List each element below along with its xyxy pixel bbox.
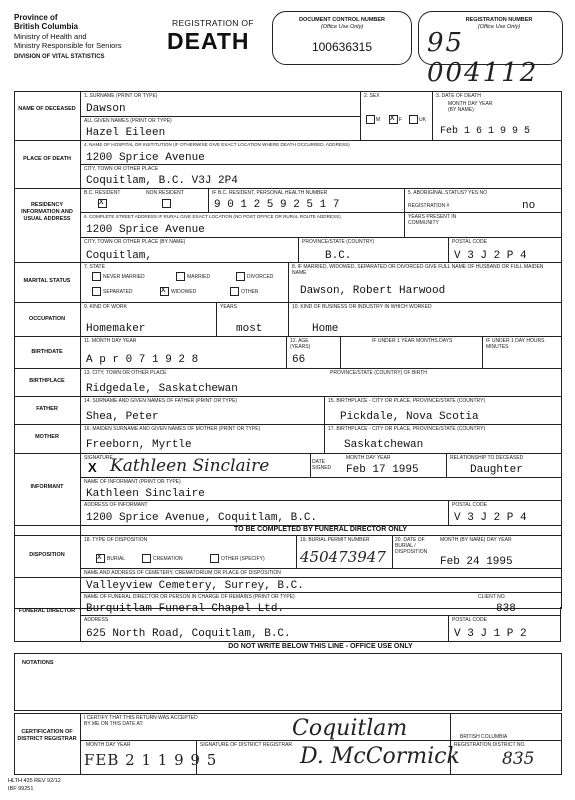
funeral-director-postal: V 3 J 1 P 2 (454, 628, 527, 640)
years-worked-label: YEARS (220, 304, 237, 310)
section-mother: MOTHER (35, 434, 59, 440)
ministry-line2: Ministry Responsible for Seniors (14, 41, 122, 50)
father-birthplace: Pickdale, Nova Scotia (340, 411, 479, 423)
personal-health-number: 9 0 1 2 5 9 2 5 1 7 (214, 199, 340, 211)
informant-address: 1200 Sprice Avenue, Coquitlam, B.C. (86, 512, 318, 524)
birthplace-city-label: 13. CITY, TOWN OR OTHER PLACE (84, 370, 167, 376)
sex-uk-checkbox[interactable] (409, 115, 418, 124)
district-number: 835 (502, 749, 535, 769)
ministry-line1: Ministry of Health and (14, 32, 87, 41)
place-of-death-address: 1200 Sprice Avenue (86, 152, 205, 164)
reg-number-label: REGISTRATION NUMBER (465, 17, 533, 23)
never-married-label: NEVER MARRIED (103, 274, 145, 280)
certify-label: I CERTIFY THAT THIS RETURN WAS ACCEPTED BY ME ON THIS DATE AT: (84, 715, 198, 727)
sex-label: 2. SEX (364, 93, 380, 99)
divorced-checkbox[interactable] (236, 272, 245, 281)
mother-birthplace-label: 17. BIRTHPLACE - CITY OR PLACE, PROVINCE/STATE (COUNTRY) (328, 426, 486, 432)
doc-control-office: (Office Use Only) (320, 24, 364, 30)
disposition-date-label: 20. DATE OF BURIAL / DISPOSITION (395, 537, 428, 555)
informant-signature-label: SIGNATURE (84, 455, 113, 461)
section-disposition: DISPOSITION (29, 552, 65, 558)
cemetery-label: NAME AND ADDRESS OF CEMETERY, CREMATORIUM OR PLACE OF DISPOSITION (84, 570, 281, 576)
date-signed-label: DATE SIGNED (312, 459, 332, 471)
informant-name: Kathleen Sinclaire (86, 488, 205, 500)
deceased-given-names: Hazel Eileen (86, 127, 166, 139)
client-no-label: CLIENT NO. (478, 594, 506, 600)
separated-label: SEPARATED (103, 289, 133, 295)
birthplace-prov-label: PROVINCE/STATE (COUNTRY) OF BIRTH (330, 370, 427, 376)
document-control-box (272, 11, 412, 65)
place-of-death-city: Coquitlam, B.C. V3J 2P4 (86, 175, 238, 187)
dod-byname: (BY NAME) (448, 107, 474, 113)
deceased-surname: Dawson (86, 103, 126, 115)
residence-postal-label: POSTAL CODE (452, 239, 488, 245)
informant-postal-code: V 3 J 2 P 4 (454, 512, 527, 524)
place-of-death-label: 4. NAME OF HOSPITAL OR INSTITUTION (IF OTHERWISE GIVE EXACT LOCATION WHERE DEATH OCCURRED, ADDRESS) (84, 142, 350, 147)
reg-number-value: 95 004112 (427, 28, 539, 88)
cremation-label: CREMATION (153, 556, 183, 562)
years-worked: most (236, 323, 263, 335)
dod-columns: MONTH DAY YEAR (448, 101, 493, 107)
bc-resident-mark: x (99, 196, 104, 206)
registrar-date-cols: MONTH DAY YEAR (86, 742, 131, 748)
age-years: 66 (292, 354, 306, 366)
doc-control-label: DOCUMENT CONTROL NUMBER (298, 17, 386, 23)
residence-postal-code: V 3 J 2 P 4 (454, 250, 527, 262)
date-signed: Feb 17 1995 (346, 464, 419, 476)
doc-control-number: 100636315 (311, 40, 373, 54)
section-residency: RESIDENCY INFORMATION AND USUAL ADDRESS (21, 202, 73, 222)
disposition-type-label: 18. TYPE OF DISPOSITION (84, 537, 148, 543)
registrar-date: FEB 2 1 1 9 9 5 (84, 751, 218, 769)
other-disposition-label: OTHER (SPECIFY) (221, 556, 265, 562)
years-present-label: YEARS PRESENT IN COMMUNITY (408, 214, 457, 226)
residence-city-label: CITY, TOWN OR OTHER PLACE (BY NAME) (84, 239, 186, 245)
form-code: IBF 99251 (8, 786, 34, 792)
under-one-day-label: IF UNDER 1 DAY HOURS MINUTES (486, 338, 545, 350)
marital-state-label: 7. STATE (84, 264, 105, 270)
relationship-label: RELATIONSHIP TO DECEASED (450, 455, 524, 461)
father-name: Shea, Peter (86, 411, 159, 423)
burial-mark: x (97, 551, 102, 561)
informant-name-label: NAME OF INFORMANT (PRINT OR TYPE) (84, 479, 181, 485)
burial-permit-number: 450473947 (300, 548, 386, 566)
section-funeral-director: FUNERAL DIRECTOR (18, 608, 76, 614)
date-signed-cols: MONTH DAY YEAR (346, 455, 391, 461)
birthdate-value: A p r 0 7 1 9 2 8 (86, 354, 199, 366)
divorced-label: DIVORCED (247, 274, 274, 280)
section-birthdate: BIRTHDATE (31, 349, 63, 355)
registrar-signature-label: SIGNATURE OF DISTRICT REGISTRAR (200, 742, 293, 748)
sex-f-label: F (399, 117, 403, 123)
section-father: FATHER (36, 406, 58, 412)
birthdate-label: 11. MONTH DAY YEAR (84, 338, 137, 344)
reg-number-office: (Office Use Only) (477, 24, 521, 30)
district-number-label: REGISTRATION DISTRICT NO. (454, 742, 526, 748)
british-columbia-label: BRITISH COLUMBIA (460, 734, 508, 740)
surname-label: 1. SURNAME (PRINT OR TYPE) (84, 93, 158, 99)
sex-f-mark: x (390, 112, 395, 122)
section-registrar: CERTIFICATION OF DISTRICT REGISTRAR (17, 729, 77, 742)
mother-name: Freeborn, Myrtle (86, 439, 192, 451)
mother-name-label: 16. MAIDEN SURNAME AND GIVEN NAMES OF MOTHER (PRINT OR TYPE) (84, 426, 261, 432)
client-number: 838 (496, 603, 516, 615)
widowed-label: WIDOWED (171, 289, 197, 295)
aboriginal-status-value: no (522, 200, 536, 212)
section-marital-status: MARITAL STATUS (23, 278, 71, 284)
other-marital-label: OTHER (241, 289, 259, 295)
residence-province: B.C. (325, 250, 352, 262)
date-of-death: Feb 1 6 1 9 9 5 (440, 126, 531, 137)
cemetery-name: Valleyview Cemetery, Surrey, B.C. (86, 580, 304, 592)
province-label: Province of (14, 13, 58, 22)
burial-label: BURIAL (107, 556, 126, 562)
aboriginal-label: 5. ABORIGINAL STATUS? YES NO (408, 190, 488, 196)
informant-postal-label: POSTAL CODE (452, 502, 488, 508)
kind-of-work-label: 9. KIND OF WORK (84, 304, 127, 310)
non-resident-checkbox[interactable] (162, 199, 171, 208)
signature-x: X (88, 460, 97, 475)
informant-address-label: ADDRESS OF INFORMANT (84, 502, 148, 508)
other-marital-checkbox[interactable] (230, 287, 239, 296)
sex-uk-label: UK (419, 117, 426, 123)
residence-prov-label: PROVINCE/STATE (COUNTRY) (302, 239, 375, 245)
usual-street-address: 1200 Sprice Avenue (86, 224, 205, 236)
funeral-director-name: Burquitlam Funeral Chapel Ltd. (86, 603, 285, 615)
section-notations: NOTATIONS (22, 660, 54, 666)
bc-resident-label: B.C. RESIDENT (84, 190, 121, 196)
married-label: MARRIED (187, 274, 211, 280)
married-checkbox[interactable] (176, 272, 185, 281)
sex-m-label: M (376, 117, 381, 123)
age-label: 12. AGE (YEARS) (290, 338, 311, 350)
pod-city-label: CITY, TOWN OR OTHER PLACE (84, 166, 159, 172)
separated-checkbox[interactable] (92, 287, 101, 296)
sex-m-checkbox[interactable] (366, 115, 375, 124)
form-number: HLTH 435 REV 92/12 (8, 778, 61, 784)
widowed-mark: x (161, 284, 166, 294)
registration-of-label: REGISTRATION OF (172, 18, 254, 28)
dod-label: 3. DATE OF DEATH (436, 93, 481, 99)
kind-of-work: Homemaker (86, 323, 146, 335)
business-label: 10. KIND OF BUSINESS OR INDUSTRY IN WHICH WORKED (292, 304, 432, 310)
street-address-label: 6. COMPLETE STREET ADDRESS IF RURAL GIVE EXACT LOCATION (NO POST OFFICE OR RURAL ROUTE ADDRESS) (84, 214, 341, 219)
disposition-date-cols: MONTH (BY NAME) DAY YEAR (440, 537, 512, 543)
kind-of-business: Home (312, 323, 339, 335)
fd-postal-label: POSTAL CODE (452, 617, 488, 623)
disposition-date: Feb 24 1995 (440, 556, 513, 568)
given-names-label: ALL GIVEN NAMES (PRINT OR TYPE) (84, 118, 172, 124)
section-place-of-death: PLACE OF DEATH (23, 156, 71, 162)
never-married-checkbox[interactable] (92, 272, 101, 281)
registration-label: REGISTRATION # (408, 203, 450, 209)
birthplace-value: Ridgedale, Saskatchewan (86, 383, 238, 395)
mother-birthplace: Saskatchewan (344, 439, 424, 451)
residence-city: Coquitlam, (86, 250, 153, 262)
division-label: DIVISION OF VITAL STATISTICS (14, 54, 105, 60)
spouse-name: Dawson, Robert Harwood (300, 285, 446, 297)
registration-number-box (418, 11, 563, 88)
section-informant: INFORMANT (30, 484, 64, 490)
phn-label: IF B.C. RESIDENT, PERSONAL HEALTH NUMBER (212, 190, 328, 196)
section-name-of-deceased: NAME OF DECEASED (18, 106, 76, 112)
other-disposition-checkbox[interactable] (210, 554, 219, 563)
section-occupation: OCCUPATION (28, 316, 66, 322)
funeral-director-label: NAME OF FUNERAL DIRECTOR OR PERSON IN CHARGE OF REMAINS (PRINT OR TYPE) (84, 594, 295, 600)
funeral-director-address: 625 North Road, Coquitlam, B.C. (86, 628, 291, 640)
section-birthplace: BIRTHPLACE (29, 378, 65, 384)
funeral-director-banner: TO BE COMPLETED BY FUNERAL DIRECTOR ONLY (233, 526, 408, 533)
under-one-year-label: IF UNDER 1 YEAR MONTHS DAYS (372, 338, 453, 344)
non-resident-label: NON RESIDENT (146, 190, 184, 196)
province-name: British Columbia (14, 22, 79, 31)
cremation-checkbox[interactable] (142, 554, 151, 563)
spouse-label: 8. IF MARRIED, WIDOWED, SEPARATED OR DIVORCED GIVE FULL NAME OF HUSBAND OR FULL MAIDEN NAME (292, 264, 544, 276)
office-use-banner: DO NOT WRITE BELOW THIS LINE - OFFICE USE ONLY (228, 643, 413, 650)
relationship: Daughter (470, 464, 523, 476)
fd-address-label: ADDRESS (84, 617, 109, 623)
notations-box (14, 653, 562, 711)
father-birthplace-label: 15. BIRTHPLACE - CITY OR PLACE, PROVINCE/STATE (COUNTRY) (328, 398, 486, 404)
form-title: DEATH (167, 28, 250, 54)
registrar-place: Coquitlam (292, 716, 408, 741)
burial-permit-label: 19. BURIAL PERMIT NUMBER (300, 537, 370, 543)
father-name-label: 14. SURNAME AND GIVEN NAMES OF FATHER (PRINT OR TYPE) (84, 398, 238, 404)
registrar-signature: D. McCormick (300, 744, 460, 769)
informant-signature: Kathleen Sinclaire (110, 456, 270, 476)
